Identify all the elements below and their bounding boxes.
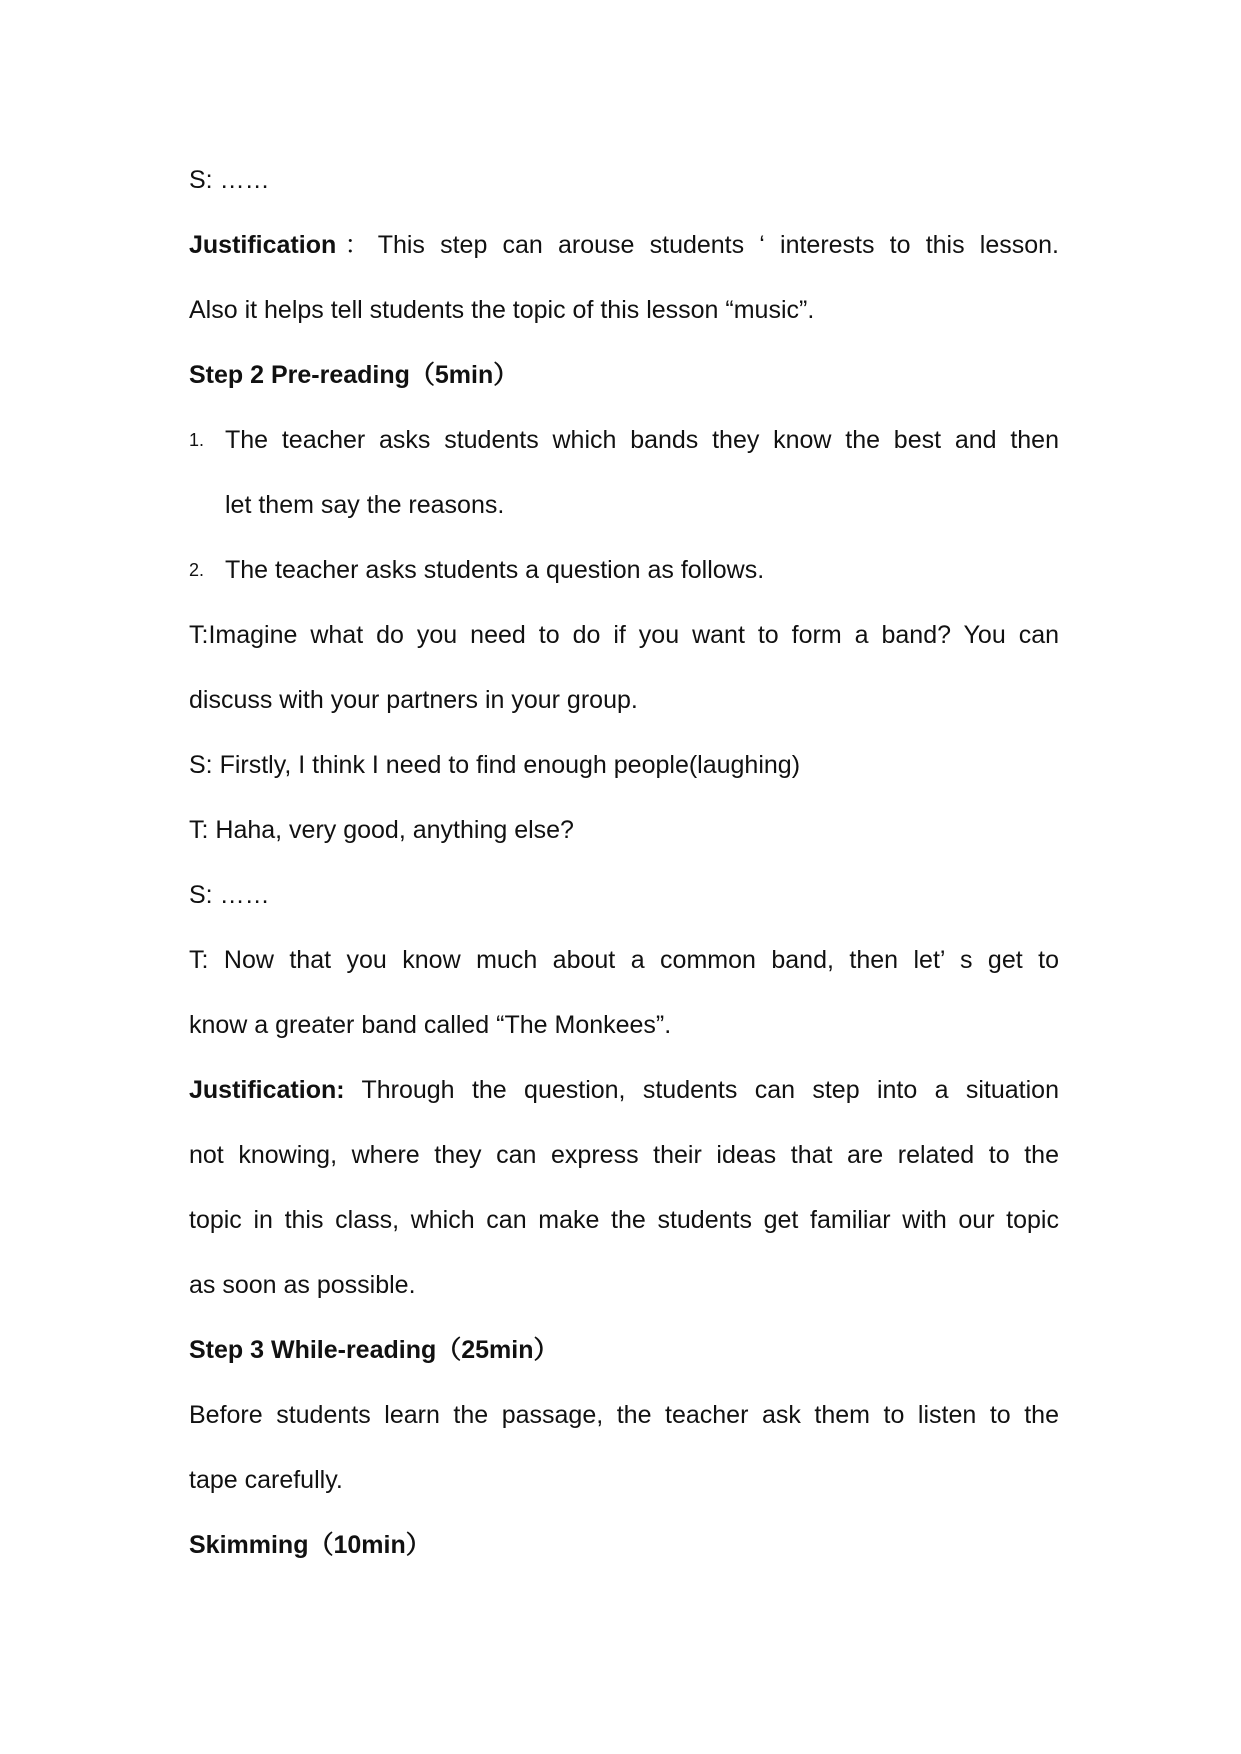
teacher-question-line-2: discuss with your partners in your group. <box>189 686 638 714</box>
student-response-ellipsis: S: …… <box>189 881 270 909</box>
justification-paragraph-1-line-1 <box>189 213 1059 278</box>
listening-instruction-line-2: tape carefully. <box>189 1466 343 1494</box>
justification-paragraph-2-line-4: as soon as possible. <box>189 1271 416 1299</box>
justification-label: Justification: <box>189 1076 345 1104</box>
list-item-1-continuation: let them say the reasons. <box>225 491 505 519</box>
justification-text: Through the question, students can step into a situation <box>344 1076 1059 1104</box>
justification-paragraph-2-line-1 <box>189 1058 1059 1123</box>
justification-paragraph-2-line-3: topic in this class, which can make the students get familiar with our topic <box>189 1206 1059 1234</box>
listening-instruction-line-1: Before students learn the passage, the teacher ask them to listen to the <box>189 1401 1059 1429</box>
justification-label: Justification <box>189 231 337 259</box>
justification-text: ：This step can arouse students ‘ interests to this lesson. <box>336 231 1059 259</box>
list-number: 1. <box>189 430 205 450</box>
list-number: 2. <box>189 560 205 580</box>
list-item-1 <box>189 408 1059 473</box>
step-2-heading: Step 2 Pre-reading（5min） <box>189 361 519 389</box>
teacher-reply-haha: T: Haha, very good, anything else? <box>189 816 574 844</box>
teacher-transition-line-2: know a greater band called “The Monkees”. <box>189 1011 672 1039</box>
justification-paragraph-1-line-2: Also it helps tell students the topic of this lesson “music”. <box>189 296 815 324</box>
student-response-ellipsis: S: …… <box>189 166 270 194</box>
document-page <box>189 148 1059 1578</box>
teacher-question-line-1: T:Imagine what do you need to do if you want to form a band? You can <box>189 621 1059 649</box>
justification-paragraph-2-line-2: not knowing, where they can express their ideas that are related to the <box>189 1141 1059 1169</box>
student-answer-firstly: S: Firstly, I think I need to find enough people(laughing) <box>189 751 801 779</box>
list-item-text: The teacher asks students a question as follows. <box>225 556 765 584</box>
step-3-heading: Step 3 While-reading（25min） <box>189 1336 559 1364</box>
list-item-2 <box>189 538 1059 603</box>
skimming-heading: Skimming（10min） <box>189 1531 431 1559</box>
list-item-text: The teacher asks students which bands they know the best and then <box>225 426 1059 454</box>
teacher-transition-line-1: T: Now that you know much about a common band, then let’ s get to <box>189 946 1059 974</box>
